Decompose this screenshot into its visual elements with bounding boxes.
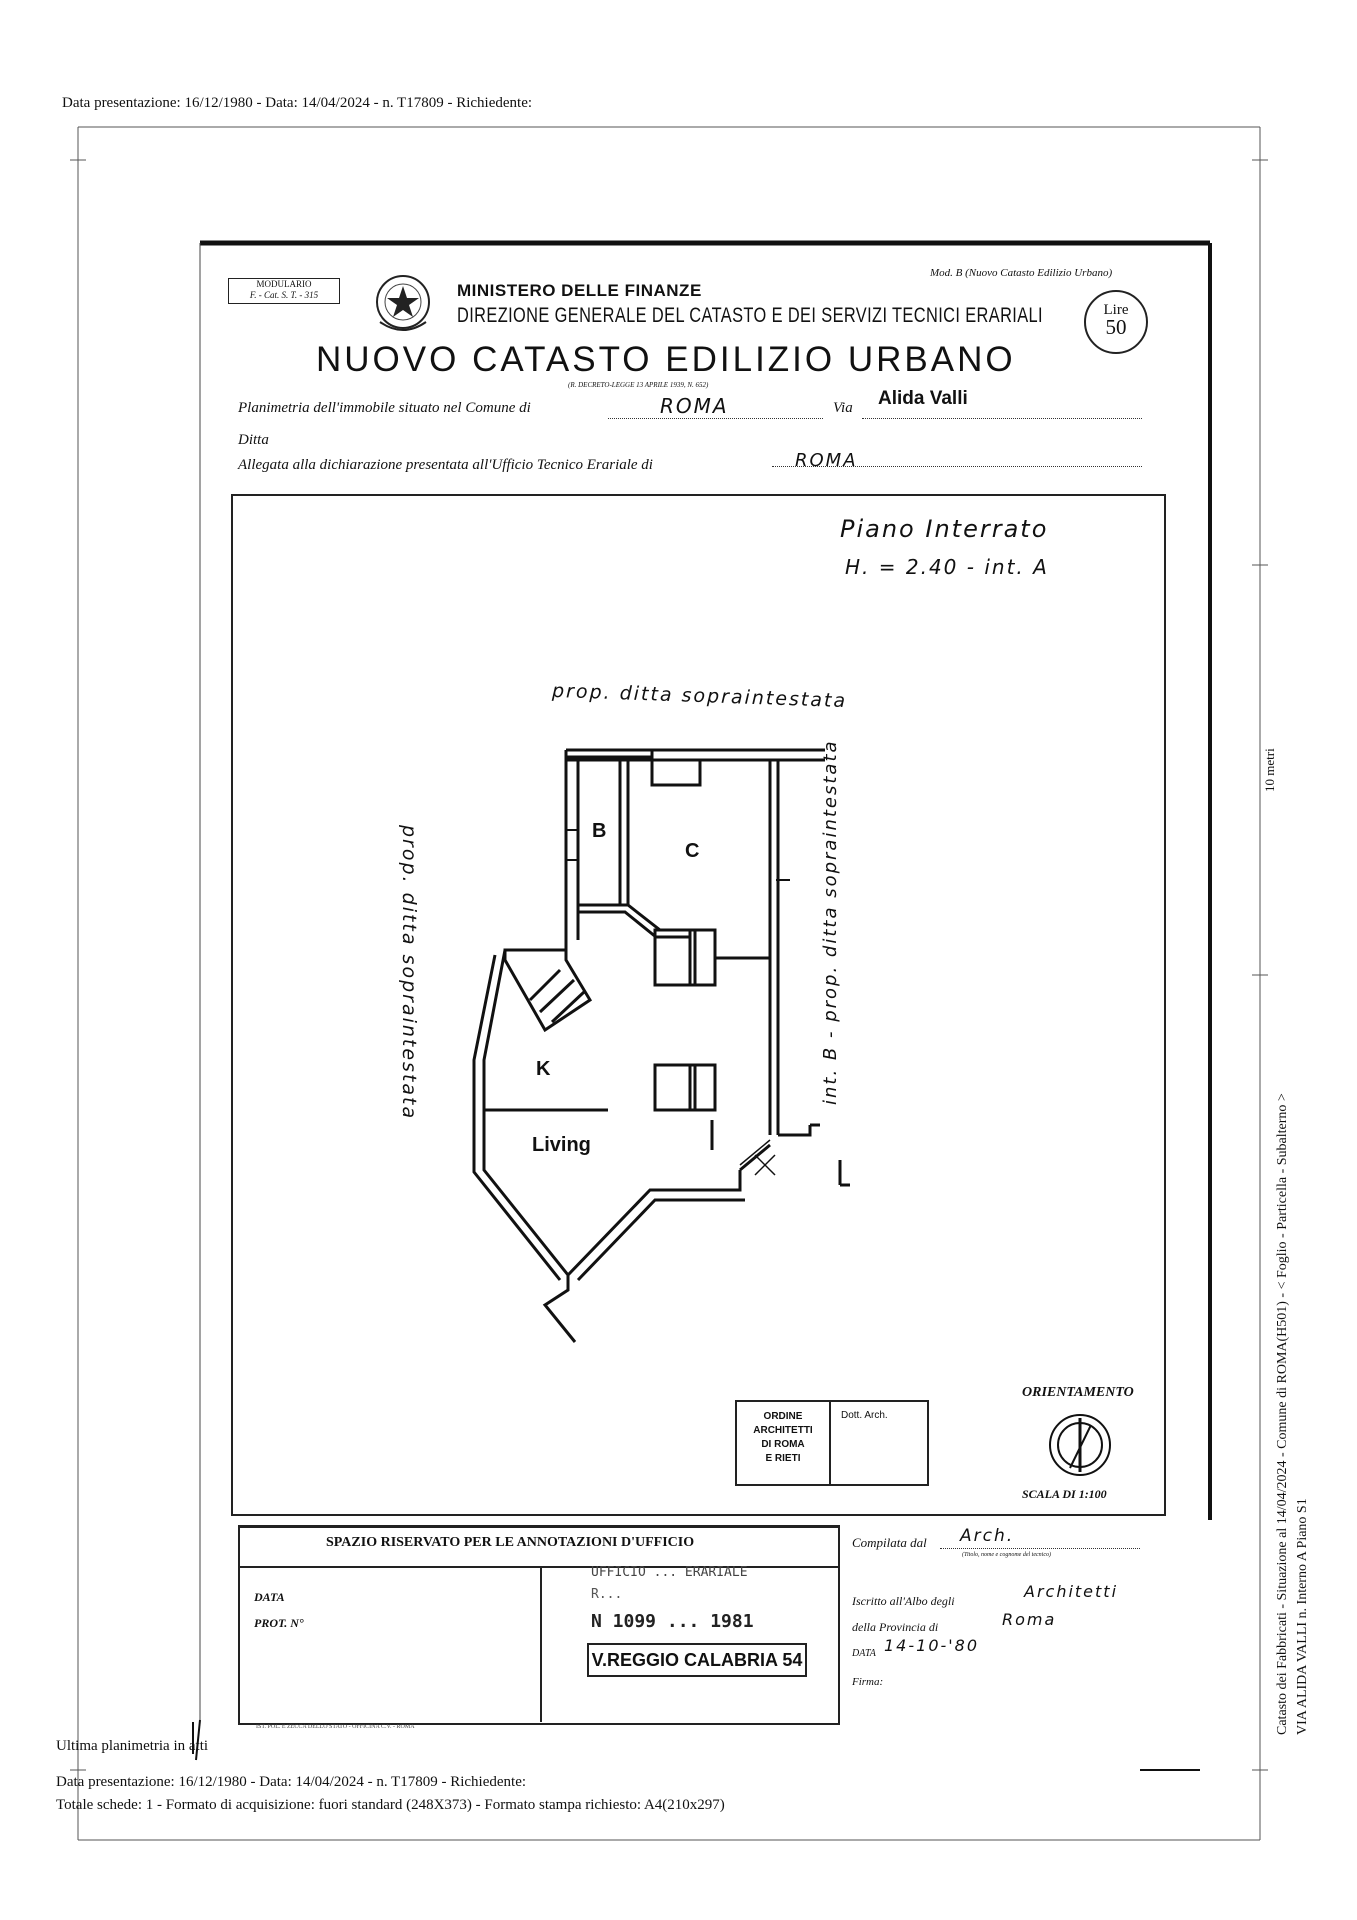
north-arrow-icon [1045,1410,1115,1480]
room-label-k: K [536,1058,551,1080]
compilata-sub: (Titolo, nome e cognome del tecnico) [962,1552,1051,1558]
modulario-code: F. - Cat. S. T. - 315 [249,290,319,300]
neighbor-label-top: prop. ditta sopraintestata [551,679,848,713]
ufficio-value: ROMA [795,450,858,471]
height-note: H. = 2.40 - int. A [845,555,1049,579]
room-label-c: C [685,840,700,862]
firma-label: Firma: [852,1676,884,1688]
comune-value: ROMA [660,394,729,418]
lire-label: Lire [1103,302,1129,318]
allegata-label: Allegata alla dichiarazione presentata all'Ufficio Tecnico Erariale di [238,457,653,473]
order-stamp-line: DI ROMA [761,1439,805,1450]
order-stamp-line: ORDINE [763,1411,803,1422]
catasto-side-line: Catasto dei Fabbricati - Situazione al 14/04/2024 - Comune di ROMA(H501) - < Foglio - Particella - Subalterno > [1275,1093,1290,1735]
office-stamp-line: R... [591,1587,623,1602]
iscritto-label: Iscritto all'Albo degli [852,1594,955,1608]
office-data-label: DATA [254,1590,285,1604]
order-stamp [735,1400,929,1486]
ultima-planimetria: Ultima planimetria in atti [56,1738,209,1754]
ditta-label: Ditta [238,432,269,448]
scale-label: SCALA DI 1:100 [1022,1487,1107,1501]
neighbor-label-left: prop. ditta sopraintestata [398,825,420,1121]
via-value: Alida Valli [878,388,968,409]
page-header: Data presentazione: 16/12/1980 - Data: 14/04/2024 - n. T17809 - Richiedente: [62,95,533,111]
orientation-label: ORIENTAMENTO [1022,1385,1134,1400]
modulario-title: MODULARIO [256,279,312,289]
planimetria-label: Planimetria dell'immobile situato nel Comune di [238,400,531,416]
office-prot-label: PROT. N° [254,1616,304,1630]
order-stamp-line: E RIETI [765,1453,801,1464]
order-stamp-line: ARCHITETTI [753,1425,813,1436]
order-stamp-title: Dott. Arch. [841,1410,888,1421]
scale-mark: 10 metri [1262,748,1277,792]
office-stamp-line: N 1099 ... 1981 [591,1611,754,1632]
via-label: Via [833,400,853,416]
compilata-value: Arch. [960,1526,1015,1546]
office-annotation-title: SPAZIO RISERVATO PER LE ANNOTAZIONI D'UFFICIO [326,1535,695,1550]
provincia-label: della Provincia di [852,1620,939,1634]
floor-note: Piano Interrato [840,515,1049,543]
footer-line-1: Data presentazione: 16/12/1980 - Data: 14/04/2024 - n. T17809 - Richiedente: [56,1774,527,1790]
office-stamp-line: UFFICIO ... ERARIALE [591,1565,748,1580]
date-label: DATA [852,1648,876,1659]
office-stamp-address: V.REGGIO CALABRIA 54 [587,1643,807,1677]
office-stamp [585,1565,810,1683]
lire-value: 50 [1105,315,1127,339]
room-label-b: B [592,820,607,842]
provincia-value: Roma [1002,1610,1057,1629]
date-value: 14-10-'80 [884,1636,980,1655]
room-label-living: Living [532,1134,591,1156]
form-title: NUOVO CATASTO EDILIZIO URBANO [316,340,1016,379]
iscritto-value: Architetti [1024,1582,1119,1601]
address-side-line: VIA ALIDA VALLI n. Interno A Piano S1 [1295,1498,1310,1735]
compilata-label: Compilata dal [852,1535,927,1550]
decree-note: (R. DECRETO-LEGGE 13 APRILE 1939, N. 652) [568,381,709,389]
footer-line-2: Totale schede: 1 - Formato di acquisizione: fuori standard (248X373) - Formato stampa richiesto: A4(210x297) [56,1797,725,1813]
printer-note: IST. POL. E ZECCA DELLO STATO - OFFICINA C.V. - ROMA [256,1724,415,1730]
mod-b-note: Mod. B (Nuovo Catasto Edilizio Urbano) [930,267,1113,279]
direction-name: DIREZIONE GENERALE DEL CATASTO E DEI SERVIZI TECNICI ERARIALI [457,304,1043,327]
ministry-name: MINISTERO DELLE FINANZE [457,281,702,300]
neighbor-label-right: int. B - prop. ditta sopraintestata [820,739,841,1105]
